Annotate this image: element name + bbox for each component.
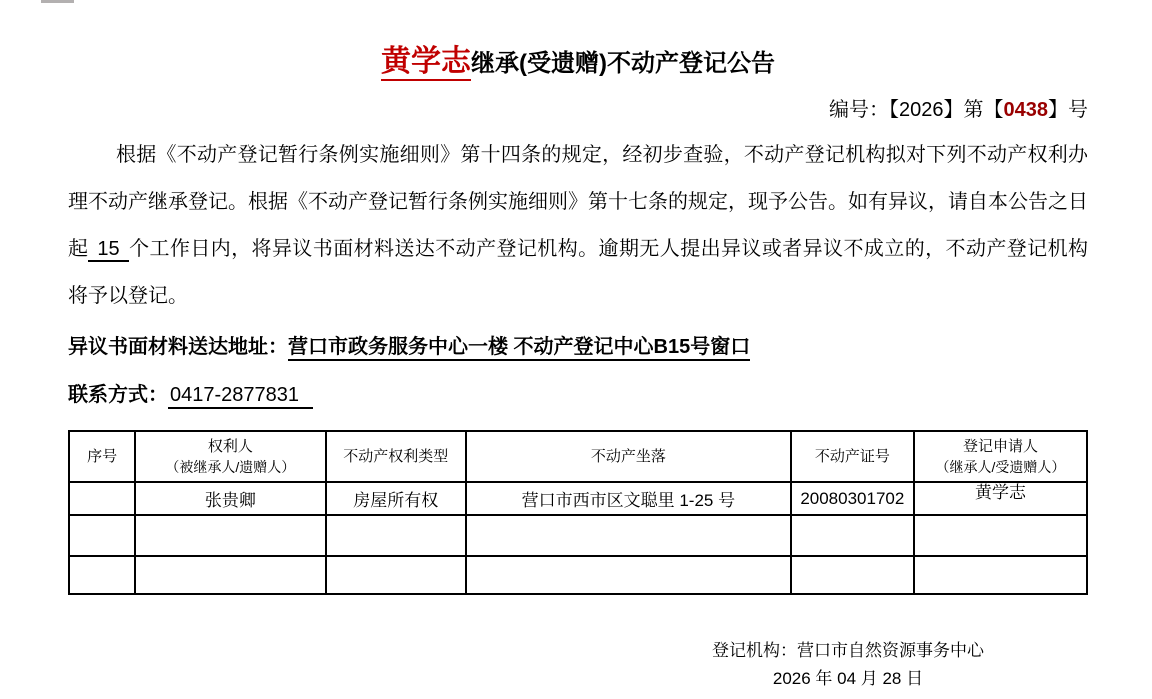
doc-number-prefix: 编号：【2026】第【 [829,99,1004,121]
cell-right-type: 房屋所有权 [326,482,466,515]
table-row-empty [69,556,1087,594]
objection-address-value: 营口市政务服务中心一楼 不动产登记中心B15号窗口 [288,336,750,361]
header-property-location: 不动产坐落 [466,431,791,482]
contact-phone-value: 0417-2877831 [168,384,313,409]
cell-serial-number [69,482,135,515]
notice-body-part2: 个工作日内，将异议书面材料送达不动产登记机构。逾期无人提出异议或者异议不成立的，不动产登记机构将予以登记。 [68,238,1089,307]
property-table [68,430,1088,595]
cell-certificate-number: 20080301702 [791,482,914,515]
cell-registration-applicant: 黄学志 [914,482,1087,515]
contact-line [68,381,1088,409]
footer-date: 2026 年 04 月 28 日 [772,669,924,688]
table-row-empty [69,515,1087,556]
objection-address-label: 异议书面材料送达地址： [68,336,288,358]
table-row [69,482,1087,515]
doc-number-value: 0438 [1003,99,1048,121]
header-serial-number: 序号 [69,431,135,482]
objection-address-line [68,333,1088,361]
header-right-type: 不动产权利类型 [326,431,466,482]
objection-days: 15 [88,238,128,262]
contact-label: 联系方式： [68,384,168,406]
notice-body-paragraph [68,132,1088,320]
header-rights-holder: 权利人 （被继承人/遗赠人） [135,431,325,482]
top-edge-mark [41,0,74,3]
cell-rights-holder: 张贵卿 [135,482,325,515]
notice-body-part1: 根据《不动产登记暂行条例实施细则》第十四条的规定，经初步查验，不动产登记机构拟对下列不动产权利办理不动产继承登记。根据《不动产登记暂行条例实施细则》第十七条的规定，现予公告。如有异议，请自本公告之日起 [68,144,1088,260]
title-text: 继承(受遗赠)不动产登记公告 [471,50,775,77]
table-header-row [69,431,1087,482]
header-registration-applicant: 登记申请人 （继承人/受遗赠人） [914,431,1087,482]
header-certificate-number: 不动产证号 [791,431,914,482]
doc-number-line [68,97,1088,123]
page-title [68,44,1088,85]
cell-property-location: 营口市西市区文聪里 1-25 号 [466,482,791,515]
doc-number-suffix: 】号 [1048,99,1088,121]
footer [638,637,1058,693]
title-applicant-name: 黄学志 [381,45,471,81]
footer-agency: 登记机构：营口市自然资源事务中心 [712,641,984,660]
